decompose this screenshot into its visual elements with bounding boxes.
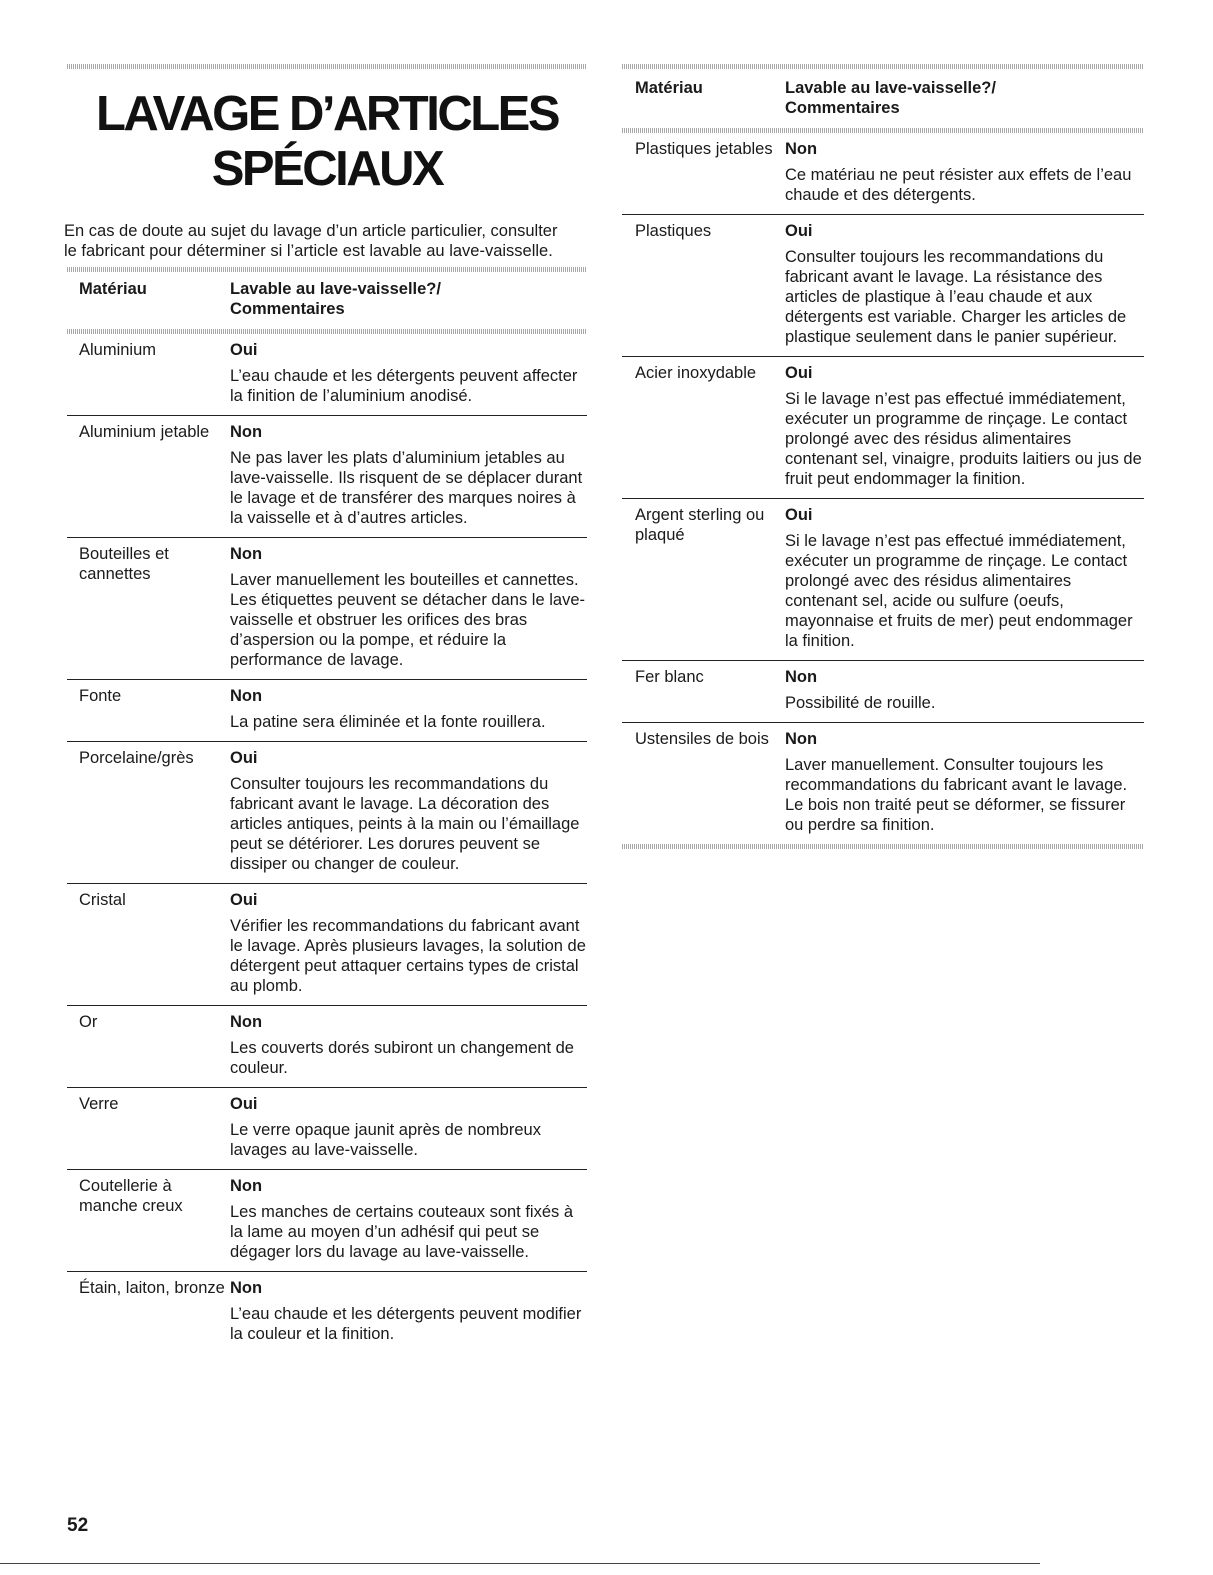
bottom-dotted-rule: [622, 844, 1144, 849]
right-table: [622, 133, 1144, 844]
comment-text: Vérifier les recommandations du fabricant avant le lavage. Après plusieurs lavages, la solution de détergent peut attaquer certains types de cristal au plomb.: [230, 917, 586, 995]
verdict-label: Oui: [230, 749, 258, 767]
comment-text: Ne pas laver les plats d’aluminium jetables au lave-vaisselle. Ils risquent de se déplacer durant le lavage et de transférer des marques noires à la vaisselle et à d’autres articles.: [230, 449, 583, 527]
comment-text: L’eau chaude et les détergents peuvent affecter la finition de l’aluminium anodisé.: [230, 367, 578, 405]
comment-text: Si le lavage n’est pas effectué immédiatement, exécuter un programme de rinçage. Le contact prolongé avec des résidus alimentaires contenant sel, acide ou sulfure (oeufs, mayonnaise et fruits de mer) peut endommager la finition.: [785, 532, 1133, 650]
comment-cell: [230, 1012, 587, 1078]
verdict-label: Non: [785, 140, 818, 158]
table-row: [67, 334, 587, 416]
verdict-label: Oui: [785, 506, 813, 524]
material-cell: Aluminium: [79, 341, 157, 359]
comment-cell: [230, 340, 587, 406]
comment-text: Ce matériau ne peut résister aux effets de l’eau chaude et des détergents.: [785, 166, 1132, 204]
verdict-label: Non: [230, 1279, 263, 1297]
bottom-rule: [0, 1563, 1040, 1564]
material-cell: Cristal: [79, 891, 126, 909]
comment-cell: [785, 505, 1144, 651]
comment-cell: [230, 686, 587, 732]
table-row: [622, 499, 1144, 661]
header-material: Matériau: [79, 280, 147, 298]
material-cell: Fer blanc: [635, 668, 704, 686]
left-column: [64, 64, 587, 1353]
verdict-label: Non: [785, 668, 818, 686]
material-cell: Coutellerie à manche creux: [79, 1177, 183, 1215]
header-comment: Lavable au lave-vaisselle?/ Commentaires: [230, 280, 441, 318]
comment-text: L’eau chaude et les détergents peuvent modifier la couleur et la finition.: [230, 1305, 582, 1343]
table-header: [622, 69, 1144, 128]
verdict-label: Oui: [785, 364, 813, 382]
table-row: [67, 680, 587, 742]
verdict-label: Non: [230, 687, 263, 705]
material-cell: Aluminium jetable: [79, 423, 210, 441]
comment-cell: [230, 748, 587, 874]
comment-cell: [785, 729, 1144, 835]
top-dotted-rule: [67, 64, 587, 69]
verdict-label: Oui: [785, 222, 813, 240]
comment-cell: [230, 422, 587, 528]
verdict-label: Non: [785, 730, 818, 748]
table-row: [622, 357, 1144, 499]
material-cell: Plastiques: [635, 222, 712, 240]
comment-cell: [785, 667, 1144, 713]
comment-text: Les couverts dorés subiront un changement de couleur.: [230, 1039, 574, 1077]
verdict-label: Non: [230, 1013, 263, 1031]
left-table: [67, 334, 587, 1353]
title-line-1: LAVAGE D’ARTICLES: [95, 87, 559, 141]
material-cell: Verre: [79, 1095, 119, 1113]
comment-text: La patine sera éliminée et la fonte rouillera.: [230, 713, 546, 731]
comment-cell: [230, 890, 587, 996]
table-row: [67, 1088, 587, 1170]
header-top-rule: [67, 267, 587, 272]
comment-text: Possibilité de rouille.: [785, 694, 936, 712]
comment-text: Consulter toujours les recommandations du fabricant avant le lavage. La résistance des articles de plastique à l’eau chaude et aux détergents est variable. Charger les articles de plastique seulement dans le panier supérieur.: [785, 248, 1127, 346]
title-line-2: SPÉCIAUX: [211, 142, 443, 196]
table-row: [622, 661, 1144, 723]
comment-cell: [785, 363, 1144, 489]
comment-text: Consulter toujours les recommandations du fabricant avant le lavage. La décoration des articles antiques, peints à la main ou l’émaillage peut se détériorer. Les dorures peuvent se dissiper ou changer de couleur.: [230, 775, 580, 873]
material-cell: Bouteilles et cannettes: [79, 545, 169, 583]
page-number: 52: [67, 1515, 89, 1536]
comment-text: Si le lavage n’est pas effectué immédiatement, exécuter un programme de rinçage. Le contact prolongé avec des résidus alimentaires contenant sel, vinaigre, produits laitiers ou jus de fruit peut endommager la finition.: [785, 390, 1142, 488]
comment-text: Les manches de certains couteaux sont fixés à la lame au moyen d’un adhésif qui peut se dégager lors du lavage au lave-vaisselle.: [230, 1203, 574, 1261]
verdict-label: Oui: [230, 891, 258, 909]
material-cell: Fonte: [79, 687, 122, 705]
table-header: [67, 272, 587, 329]
material-cell: Or: [79, 1013, 98, 1031]
table-row: [622, 723, 1144, 844]
table-row: [67, 884, 587, 1006]
verdict-label: Oui: [230, 341, 258, 359]
comment-cell: [230, 1094, 587, 1160]
table-row: [67, 1170, 587, 1272]
header-material: Matériau: [635, 79, 703, 97]
comment-text: Laver manuellement les bouteilles et cannettes. Les étiquettes peuvent se détacher dans le lave-vaisselle et obstruer les orifices des bras d’aspersion ou la pompe, et réduire la performance de lavage.: [230, 571, 585, 669]
material-cell: Porcelaine/grès: [79, 749, 194, 767]
comment-cell: [785, 221, 1144, 347]
table-row: [67, 1006, 587, 1088]
verdict-label: Non: [230, 545, 263, 563]
header-bottom-rule: [622, 128, 1144, 133]
table-row: [622, 133, 1144, 215]
table-row: [67, 538, 587, 680]
right-column: [622, 64, 1144, 849]
table-row: [67, 1272, 587, 1353]
header-bottom-rule: [67, 329, 587, 334]
comment-cell: [785, 139, 1144, 205]
page-title: [67, 87, 587, 197]
comment-cell: [230, 1176, 587, 1262]
header-comment: Lavable au lave-vaisselle?/ Commentaires: [785, 79, 996, 117]
table-row: [67, 742, 587, 884]
table-row: [67, 416, 587, 538]
verdict-label: Non: [230, 423, 263, 441]
table-row: [622, 215, 1144, 357]
verdict-label: Oui: [230, 1095, 258, 1113]
comment-cell: [230, 544, 587, 670]
material-cell: Étain, laiton, bronze: [79, 1279, 225, 1297]
comment-text: Laver manuellement. Consulter toujours les recommandations du fabricant avant le lavage. Le bois non traité peut se déformer, se fissurer ou perdre sa finition.: [785, 756, 1128, 834]
material-cell: Acier inoxydable: [635, 364, 757, 382]
comment-text: Le verre opaque jaunit après de nombreux lavages au lave-vaisselle.: [230, 1121, 541, 1159]
comment-cell: [230, 1278, 587, 1344]
material-cell: Argent sterling ou plaqué: [635, 506, 765, 544]
header-top-rule: [622, 64, 1144, 69]
material-cell: Plastiques jetables: [635, 140, 773, 158]
material-cell: Ustensiles de bois: [635, 730, 769, 748]
verdict-label: Non: [230, 1177, 263, 1195]
intro-paragraph: En cas de doute au sujet du lavage d’un article particulier, consulter le fabricant pour déterminer si l’article est lavable au lave-vaisselle.: [64, 222, 558, 260]
